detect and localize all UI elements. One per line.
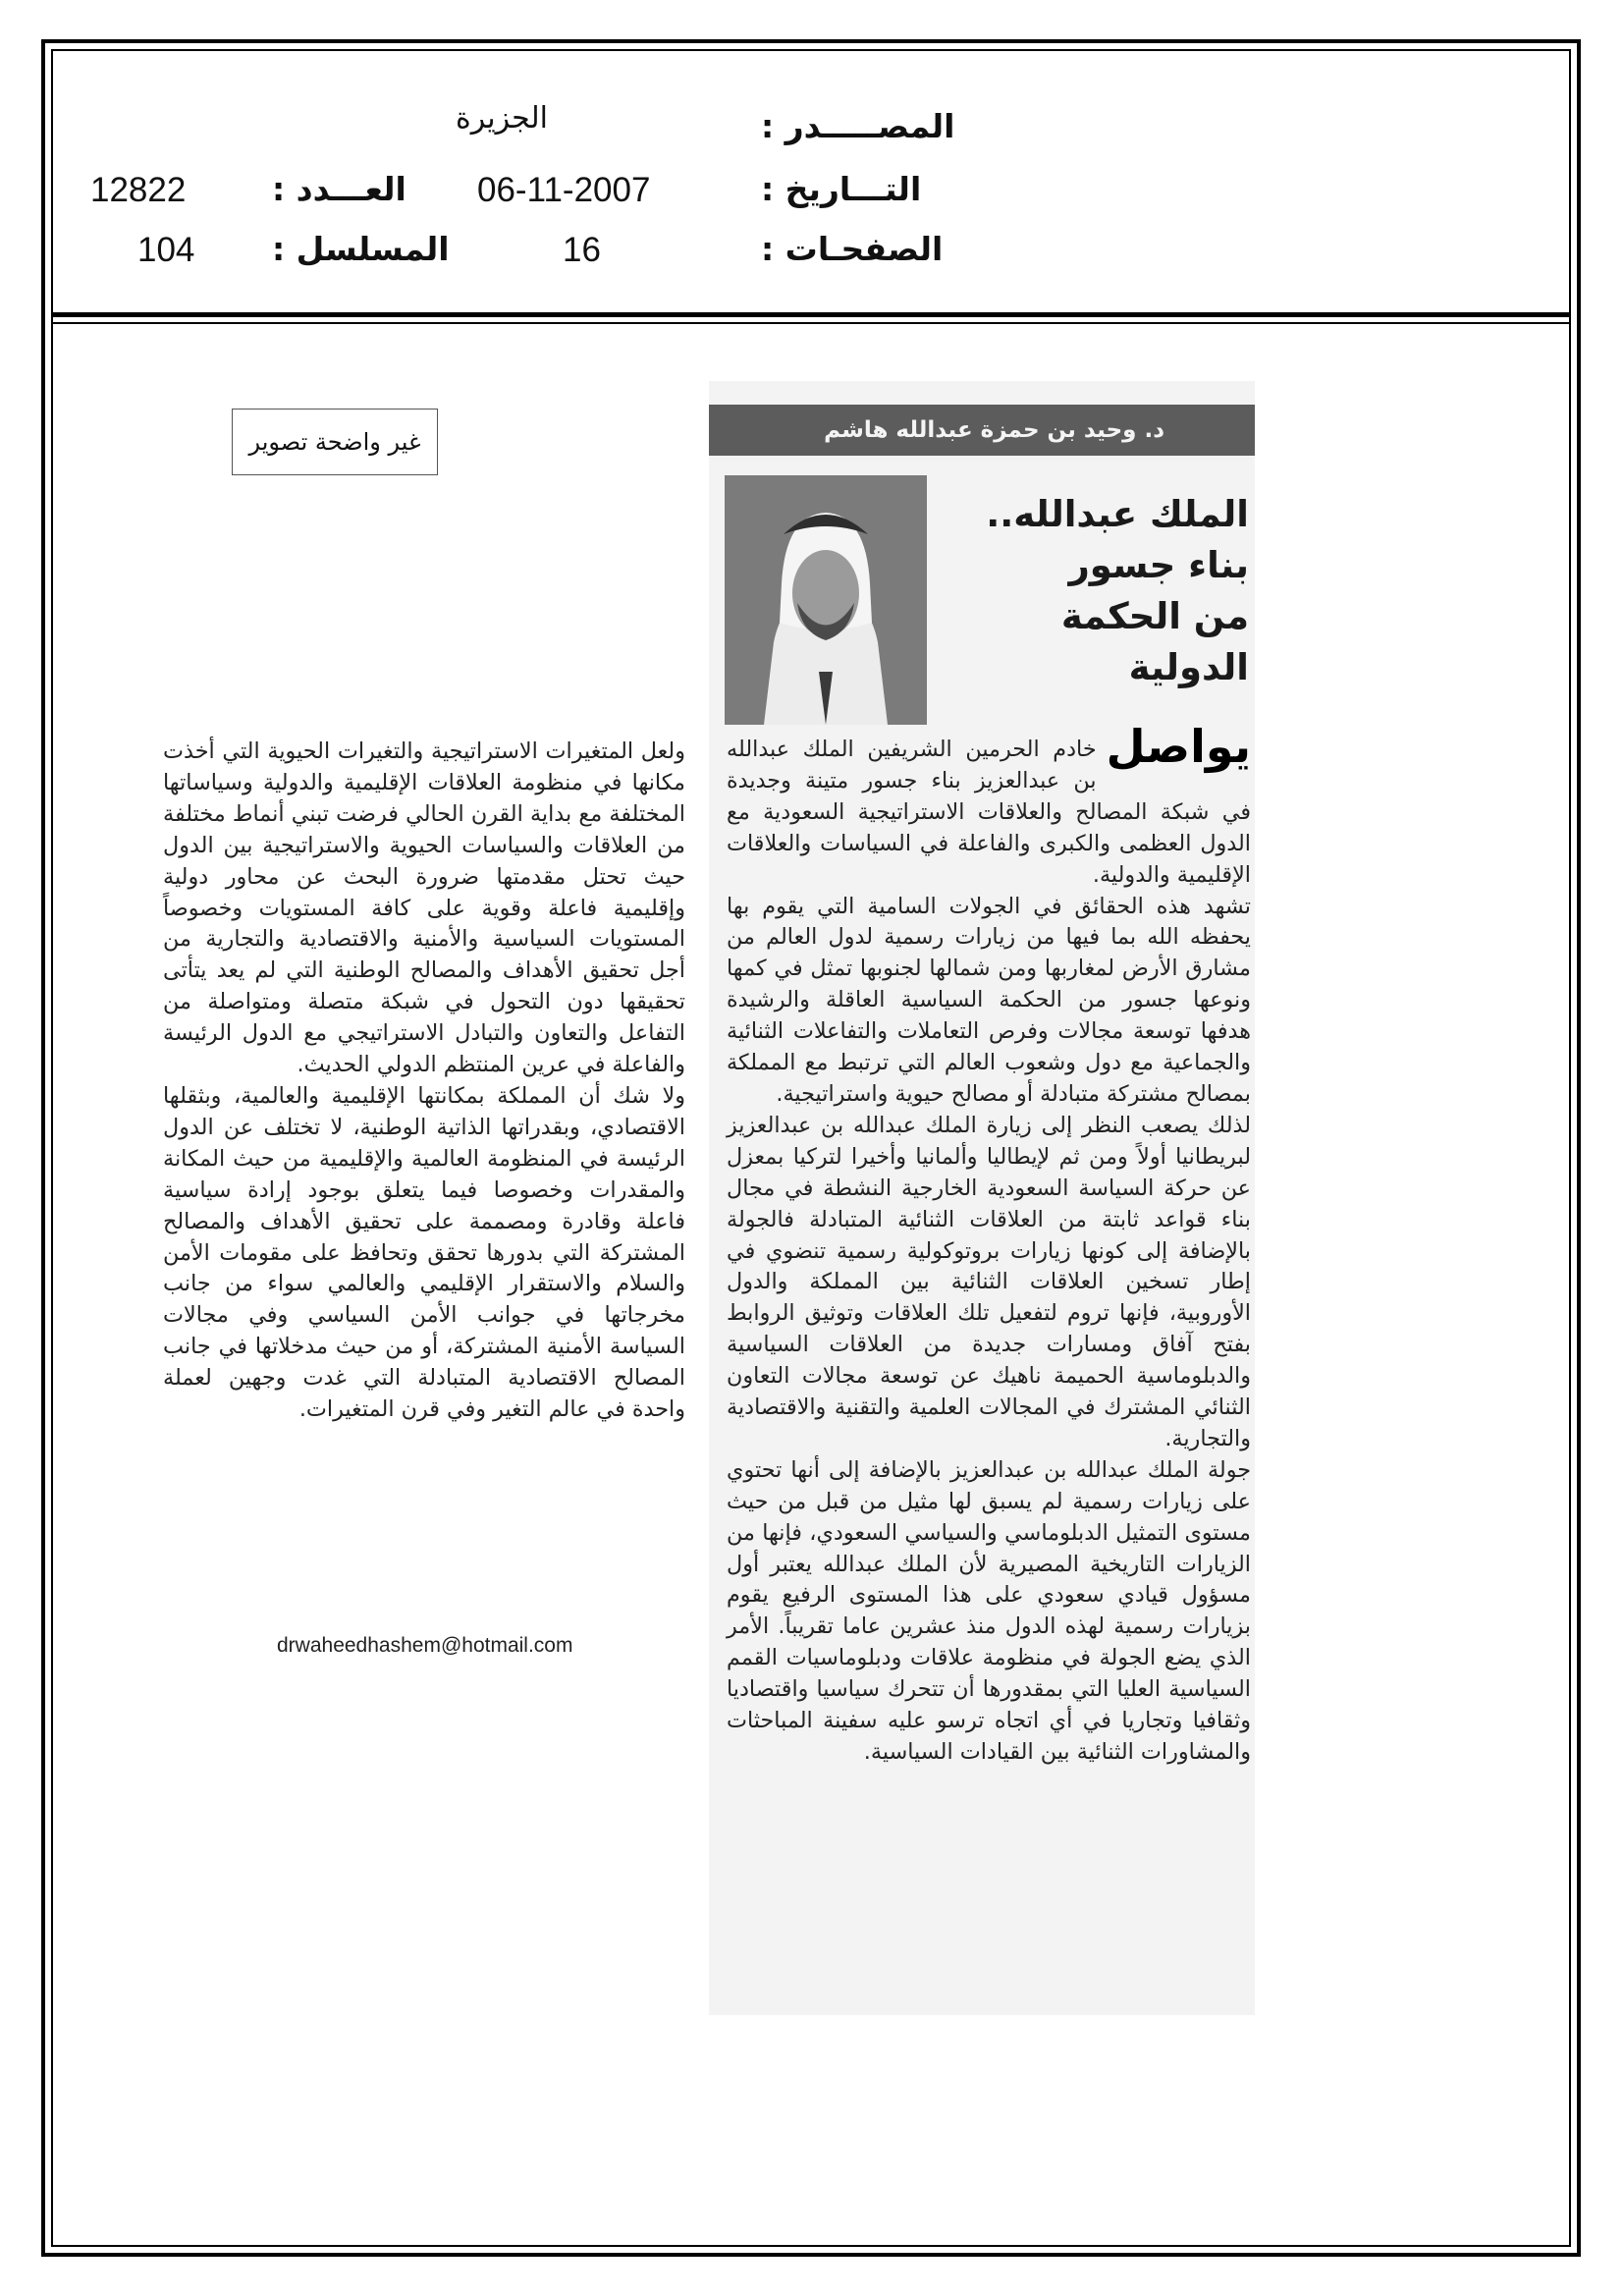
pages-label: الصفحـات : — [761, 230, 944, 268]
header-divider-thin — [51, 322, 1571, 324]
article-paragraph: لذلك يصعب النظر إلى زيارة الملك عبدالله بن عبدالعزيز لبريطانيا أولاً ومن ثم لإيطاليا وألمانيا وأخيرا لتركيا بمعزل عن حركة السياسة السعودية الخارجية النشطة في مجال بناء قواعد ثابتة من العلاقات الثنائية المتبادلة فالجولة بالإضافة إلى كونها زيارات بروتوكولية رسمية تنضوي في إطار تسخين العلاقات الثنائية بين المملكة والدول الأوروبية، فإنها تروم لتفعيل تلك العلاقات وتوثيق الروابط بفتح آفاق ومسارات جديدة من العلاقات السياسية والدبلوماسية الحميمة ناهيك عن توسعة مجالات التعاون الثنائي المشترك في المجالات العلمية والتقنية والاقتصادية والتجارية. — [727, 1112, 1251, 1451]
date-label: التـــاريخ : — [761, 170, 922, 208]
source-value: الجزيرة — [456, 101, 549, 136]
issue-label: العـــدد : — [272, 170, 406, 208]
unclear-copy-stamp: غير واضحة تصوير — [232, 409, 438, 475]
author-portrait — [725, 475, 927, 725]
article-title-line-2: من الحكمة الدولية — [1060, 595, 1249, 688]
lead-word: يواصل — [1106, 720, 1251, 773]
article-left-column — [163, 737, 685, 1426]
pages-value: 16 — [563, 231, 601, 269]
article-title — [982, 489, 1249, 693]
serial-value: 104 — [137, 231, 195, 269]
serial-label: المسلسل : — [272, 230, 450, 268]
author-email: drwaheedhashem@hotmail.com — [277, 1634, 573, 1657]
source-label: المصـــــدر : — [761, 107, 955, 145]
article-paragraph: جولة الملك عبدالله بن عبدالعزيز بالإضافة إلى أنها تحتوي على زيارات رسمية لم يسبق لها مثيل من قبل من حيث مستوى التمثيل الدبلوماسي والسياسي السعودي، فإنها من الزيارات التاريخية المصيرية لأن الملك عبدالله يعتبر أول مسؤول قيادي سعودي على هذا المستوى الرفيع يقوم بزيارات رسمية لهذه الدول منذ عشرين عاما تقريباً. الأمر الذي يضع الجولة في منظومة علاقات ودبلوماسيات القمم السياسية العليا التي بمقدورها أن تتحرك سياسيا واقتصاديا وثقافيا وتجاريا في أي اتجاه ترسو عليه سفينة المباحثات والمشاورات الثنائية بين القيادات السياسية. — [727, 1456, 1251, 1765]
article-byline: د. وحيد بن حمزة عبدالله هاشم — [709, 405, 1255, 456]
article-right-column — [727, 720, 1251, 1769]
article-paragraph: ولا شك أن المملكة بمكانتها الإقليمية والعالمية، وبثقلها الاقتصادي، وبقدراتها الذاتية الوطنية، لا تختلف عن الدول الرئيسة في المنظومة العالمية والإقليمية من حيث المكانة والمقدرات وخصوصا فيما يتعلق بوجود إرادة سياسية فاعلة وقادرة ومصممة على تحقيق الأهداف والمصالح المشتركة التي بدورها تحقق وتحافظ على مقومات الأمن والسلام والاستقرار الإقليمي والعالمي سواء من جانب مخرجاتها في جوانب الأمن السياسي وفي مجالات السياسة الأمنية المشتركة، أو من حيث مدخلاتها في جانب المصالح الاقتصادية المتبادلة التي غدت وجهين لعملة واحدة في عالم التغير وفي قرن المتغيرات. — [163, 1082, 685, 1423]
article-paragraph: يواصل خادم الحرمين الشريفين الملك عبدالله بن عبدالعزيز بناء جسور متينة وجديدة في شبكة المصالح والعلاقات الاستراتيجية السعودية مع الدول العظمى والكبرى والفاعلة في السياسات والعلاقات الإقليمية والدولية. — [727, 720, 1251, 888]
issue-value: 12822 — [90, 171, 187, 209]
article-title-line-1: الملك عبدالله.. بناء جسور — [986, 493, 1249, 586]
date-value: 06-11-2007 — [477, 171, 651, 209]
article-paragraph: ولعل المتغيرات الاستراتيجية والتغيرات الحيوية التي أخذت مكانها في منظومة العلاقات الإقليمية والدولية وسياساتها المختلفة مع بداية القرن الحالي فرضت تبني أنماط مختلفة من العلاقات والسياسات الحيوية والاستراتيجية بين الدول حيث تحتل مقدمتها ضرورة البحث عن محاور دولية وإقليمية فاعلة وقوية على كافة المستويات وخصوصاً المستويات السياسية والأمنية والاقتصادية والتجارية من أجل تحقيق الأهداف والمصالح الوطنية التي لم يعد يتأتى تحقيقها دون التحول في شبكة متصلة ومتواصلة من التفاعل والتعاون والتبادل الاستراتيجي مع الدول الرئيسة والفاعلة في عرين المنتظم الدولي الحديث. — [163, 738, 685, 1078]
header-divider — [51, 312, 1571, 317]
article-paragraph: تشهد هذه الحقائق في الجولات السامية التي يقوم بها يحفظه الله بما فيها من زيارات رسمية لدول العالم من مشارق الأرض لمغاربها ومن شمالها لجنوبها تمثل في كمها ونوعها جسور من الحكمة السياسية العاقلة والرشيدة هدفها توسعة مجالات وفرص التعاملات والتفاعلات الثنائية والجماعية مع دول وشعوب العالم التي ترتبط مع المملكة بمصالح مشتركة متبادلة أو مصالح حيوية واستراتيجية. — [727, 893, 1251, 1107]
